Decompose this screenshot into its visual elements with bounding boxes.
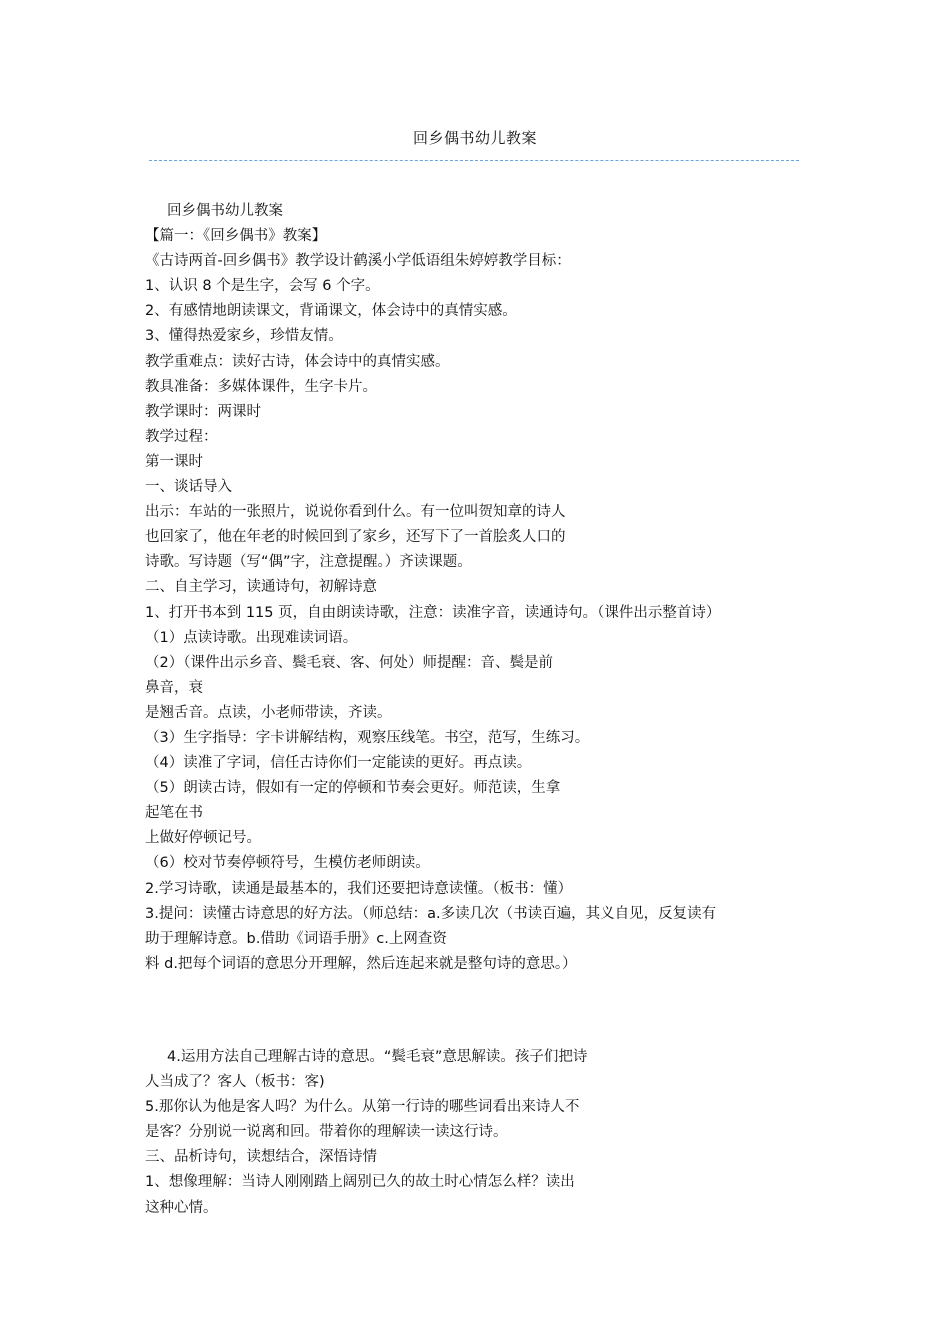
text-line: 一、谈话导入 bbox=[145, 479, 232, 496]
text-line: （5）朗读古诗，假如有一定的停顿和节奏会更好。师范读，生拿 bbox=[145, 780, 561, 797]
text-line: 2、有感情地朗读课文，背诵课文，体会诗中的真情实感。 bbox=[145, 303, 517, 320]
text-line: 人当成了？客人（板书：客) bbox=[145, 1074, 325, 1091]
text-line: 是翘舌音。点读，小老师带读，齐读。 bbox=[145, 704, 392, 721]
text-line: 4.运用方法自己理解古诗的意思。“鬓毛衰”意思解读。孩子们把诗 bbox=[167, 1049, 588, 1065]
text-line: 上做好停顿记号。 bbox=[145, 830, 261, 847]
text-line: （2）（课件出示乡音、鬓毛衰、客、何处）师提醒：音、鬓是前 bbox=[145, 654, 553, 671]
text-line: 料 d.把每个词语的意思分开理解，然后连起来就是整句诗的意思。） bbox=[145, 955, 577, 972]
text-line: 教学课时：两课时 bbox=[145, 403, 261, 420]
text-line: 《古诗两首-回乡偶书》教学设计鹤溪小学低语组朱婷婷教学目标： bbox=[145, 253, 571, 270]
text-line: 3、懂得热爱家乡，珍惜友情。 bbox=[145, 328, 343, 345]
text-line: 这种心情。 bbox=[145, 1199, 218, 1216]
text-line: 1、想像理解：当诗人刚刚踏上阔别已久的故土时心情怎么样？读出 bbox=[145, 1174, 575, 1191]
body-text-section-2 bbox=[145, 1045, 815, 1221]
text-line: 出示：车站的一张照片，说说你看到什么。有一位叫贺知章的诗人 bbox=[145, 504, 566, 521]
text-line: 是客？分别说一说离和回。带着你的理解读一读这行诗。 bbox=[145, 1124, 508, 1141]
text-line: 1、认识 8 个是生字，会写 6 个字。 bbox=[145, 278, 380, 295]
text-line: 鼻音，衰 bbox=[145, 679, 203, 696]
text-line: （3）生字指导：字卡讲解结构，观察压线笔。书空，范写，生练习。 bbox=[145, 729, 590, 746]
text-line: 诗歌。写诗题（写“偶”字，注意提醒。）齐读课题。 bbox=[145, 554, 472, 571]
title-divider bbox=[149, 160, 799, 161]
text-line: 5.那你认为他是客人吗？为什么。从第一行诗的哪些词看出来诗人不 bbox=[145, 1099, 580, 1116]
body-text-section-1 bbox=[145, 199, 815, 977]
text-line: 也回家了，他在年老的时候回到了家乡，还写下了一首脍炙人口的 bbox=[145, 529, 566, 546]
text-line: 教学重难点：读好古诗，体会诗中的真情实感。 bbox=[145, 353, 450, 370]
text-line: 2.学习诗歌，读通是最基本的，我们还要把诗意读懂。（板书：懂） bbox=[145, 880, 573, 897]
text-line: （4）读准了字词，信任古诗你们一定能读的更好。再点读。 bbox=[145, 755, 532, 772]
text-line: 起笔在书 bbox=[145, 805, 203, 822]
document-title: 回乡偶书幼儿教案 bbox=[412, 129, 537, 147]
section-heading: 【篇一：《回乡偶书》教案】 bbox=[145, 228, 327, 245]
text-line: 1、打开书本到 115 页，自由朗读诗歌，注意：读准字音，读通诗句。（课件出示整首诗） bbox=[145, 604, 721, 621]
text-line: 教学过程： bbox=[145, 428, 218, 445]
section-heading: 三、品析诗句，读想结合，深悟诗情 bbox=[145, 1149, 377, 1166]
text-line: 教具准备：多媒体课件，生字卡片。 bbox=[145, 378, 377, 395]
body-heading: 回乡偶书幼儿教案 bbox=[167, 203, 283, 219]
text-line: （1）点读诗歌。出现难读词语。 bbox=[145, 629, 358, 646]
text-line: （6）校对节奏停顿符号，生模仿老师朗读。 bbox=[145, 855, 430, 872]
text-line: 第一课时 bbox=[145, 453, 203, 470]
text-line: 3.提问：读懂古诗意思的好方法。（师总结：a.多读几次（书读百遍，其义自见，反复读有 bbox=[145, 905, 717, 922]
text-line: 二、自主学习，读通诗句，初解诗意 bbox=[145, 579, 377, 596]
text-line: 助于理解诗意。b.借助《词语手册》c.上网查资 bbox=[145, 930, 447, 947]
